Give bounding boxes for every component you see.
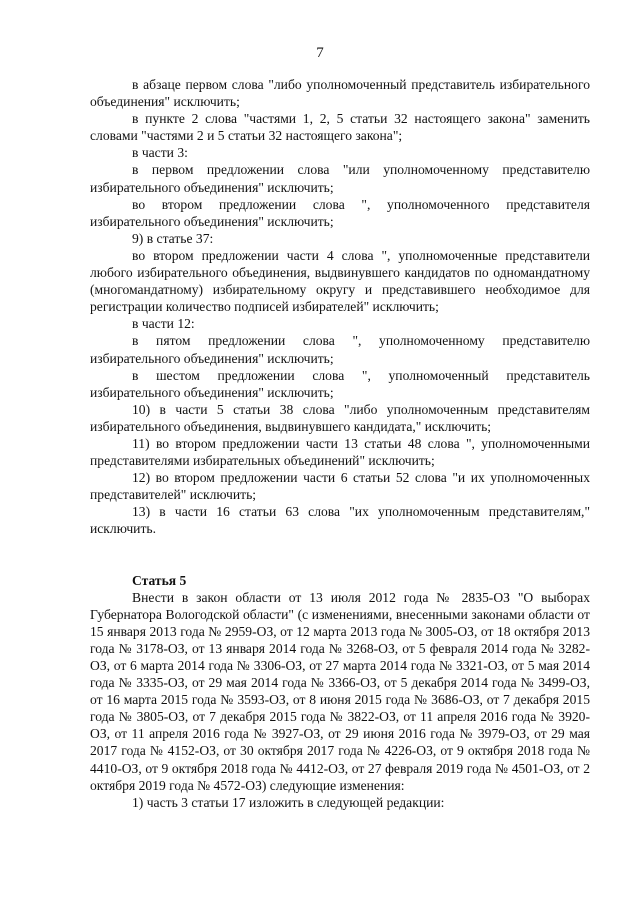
document-body	[90, 76, 590, 811]
paragraph: в части 12:	[132, 316, 195, 332]
paragraph: во втором предложении части 4 слова ", уполномоченные представители любого избирательного объединения, выдвинувшего кандидатов по одномандатному (многомандатному) избирательному округу и представившего необходимое для регистрации количество подписей избирателей" исключить;	[90, 247, 590, 315]
paragraph: 13) в части 16 статьи 63 слова "их уполномоченным представителям," исключить.	[90, 504, 590, 537]
paragraph: 9) в статье 37:	[132, 230, 214, 246]
paragraph: в шестом предложении слова ", уполномоченный представитель избирательного объединения" исключить;	[90, 367, 590, 400]
paragraph: в пункте 2 слова "частями 1, 2, 5 статьи 32 настоящего закона" заменить словами "частями 2 и 5 статьи 32 настоящего закона";	[90, 111, 590, 144]
paragraph: в части 3:	[132, 145, 188, 161]
article-heading: Статья 5	[132, 572, 187, 588]
paragraph: 12) во втором предложении части 6 статьи 52 слова "и их уполномоченных представителей" исключить;	[90, 470, 590, 503]
paragraph: в абзаце первом слова "либо уполномоченный представитель избирательного объединения" исключить;	[90, 77, 590, 110]
paragraph: в пятом предложении слова ", уполномоченному представителю избирательного объединения" исключить;	[90, 333, 590, 366]
section-gap	[90, 538, 590, 572]
article-paragraph: 1) часть 3 статьи 17 изложить в следующей редакции:	[132, 794, 445, 810]
paragraph: во втором предложении слова ", уполномоченного представителя избирательного объединения" исключить;	[90, 196, 590, 229]
page-number: 7	[316, 45, 324, 61]
paragraph: 11) во втором предложении части 13 статьи 48 слова ", уполномоченными представителями избирательных объединений" исключить;	[90, 435, 590, 469]
article-paragraph: Внести в закон области от 13 июля 2012 года № 2835-ОЗ "О выборах Губернатора Вологодской области" (с изменениями, внесенными законами области от 15 января 2013 года № 2959-ОЗ, от 12 марта 2013 года № 3005-ОЗ, от 18 октября 2013 года № 3178-ОЗ, от 13 января 2014 года № 3268-ОЗ, от 5 февраля 2014 года № 3282-ОЗ, от 6 марта 2014 года № 3306-ОЗ, от 27 марта 2014 года № 3321-ОЗ, от 5 мая 2014 года № 3335-ОЗ, от 29 мая 2014 года № 3366-ОЗ, от 5 декабря 2014 года № 3499-ОЗ, от 16 марта 2015 года № 3593-ОЗ, от 8 июня 2015 года № 3686-ОЗ, от 7 декабря 2015 года № 3805-ОЗ, от 7 декабря 2015 года № 3822-ОЗ, от 11 апреля 2016 года № 3920-ОЗ, от 11 апреля 2016 года № 3927-ОЗ, от 29 июня 2016 года № 3979-ОЗ, от 29 мая 2017 года № 4152-ОЗ, от 30 октября 2017 года № 4226-ОЗ, от 9 октября 2018 года № 4410-ОЗ, от 9 октября 2018 года № 4412-ОЗ, от 27 февраля 2019 года № 4501-ОЗ, от 2 октября 2019 года № 4572-ОЗ) следующие изменения:	[90, 589, 590, 793]
paragraph: в первом предложении слова "или уполномоченному представителю избирательного объединения" исключить;	[90, 162, 590, 195]
paragraph: 10) в части 5 статьи 38 слова "либо уполномоченным представителям избирательного объединения, выдвинувшего кандидата," исключить;	[90, 401, 590, 434]
